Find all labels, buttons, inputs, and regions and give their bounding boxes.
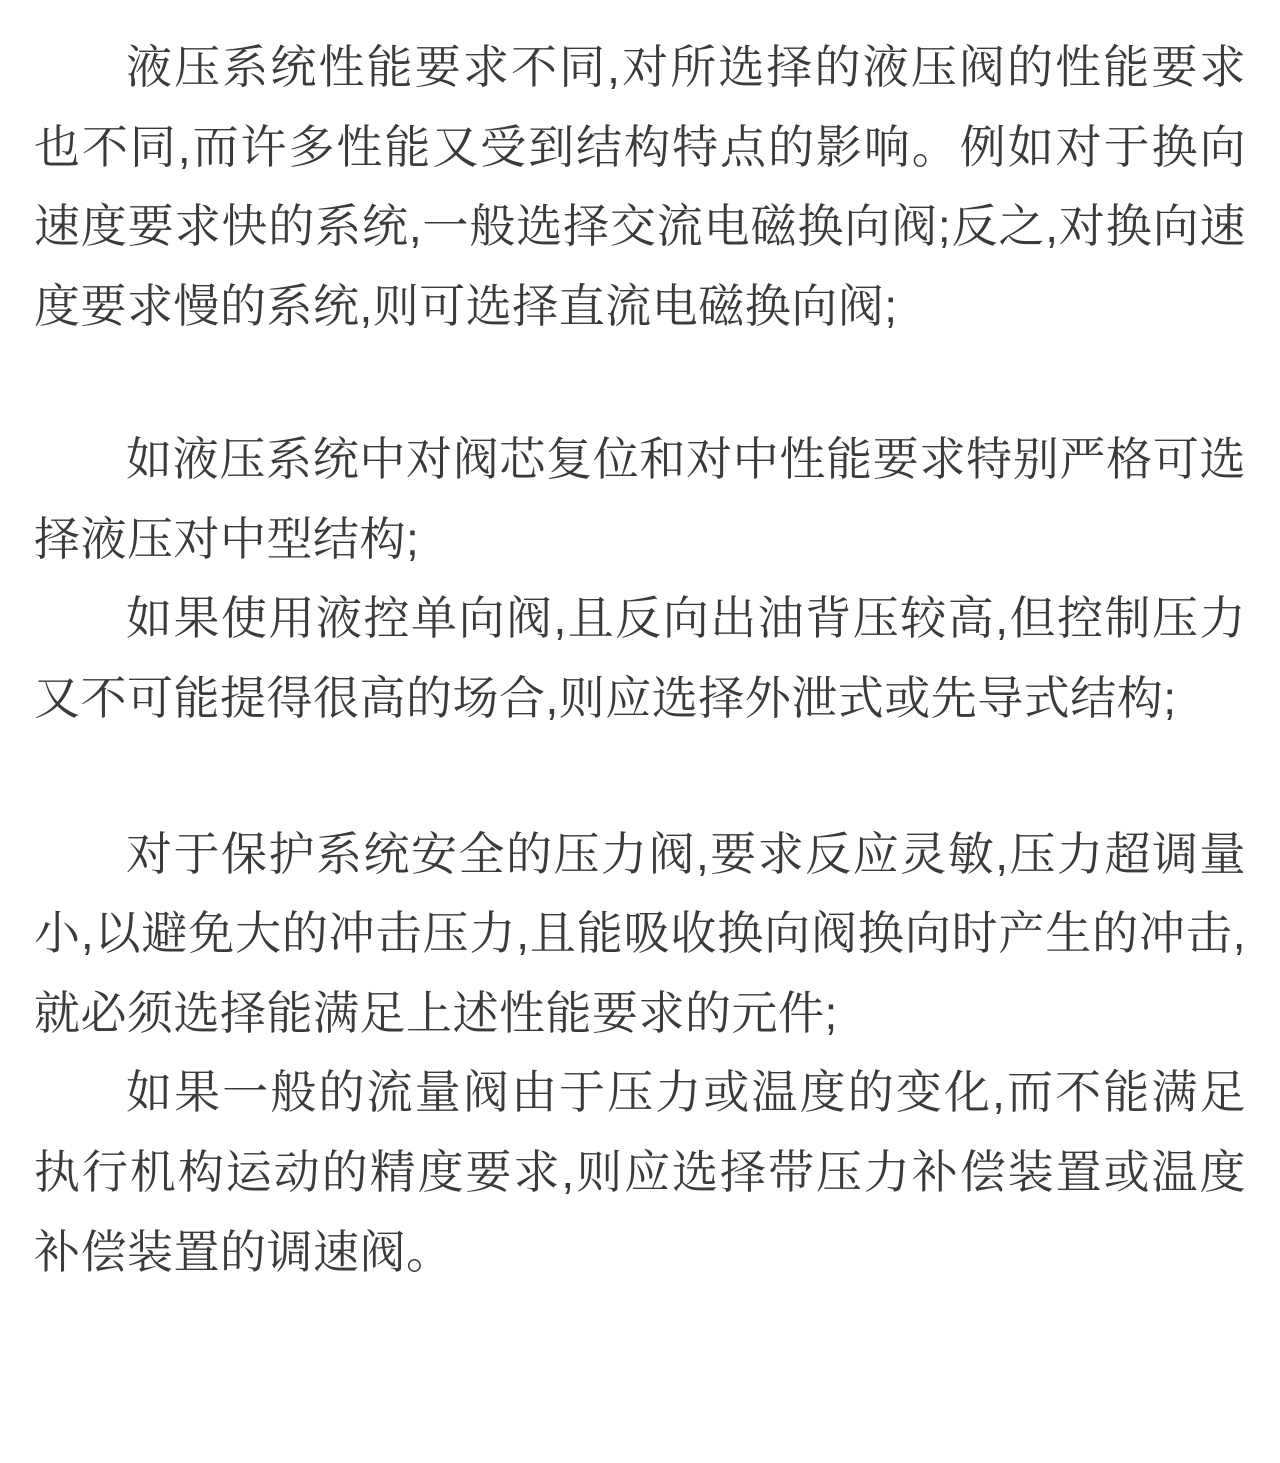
paragraph-spacer [34,739,1246,815]
paragraph-5: 如果一般的流量阀由于压力或温度的变化,而不能满足执行机构运动的精度要求,则应选择带压力补偿装置或温度补偿装置的调速阀。 [34,1066,1246,1278]
paragraph-4: 对于保护系统安全的压力阀,要求反应灵敏,压力超调量小,以避免大的冲击压力,且能吸收换向阀换向时产生的冲击,就必须选择能满足上述性能要求的元件; [34,827,1246,1039]
paragraph-1: 液压系统性能要求不同,对所选择的液压阀的性能要求也不同,而许多性能又受到结构特点的影响。例如对于换向速度要求快的系统,一般选择交流电磁换向阀;反之,对换向速度要求慢的系统,则可选择直流电磁换向阀; [34,41,1246,332]
paragraph-3: 如果使用液控单向阀,且反向出油背压较高,但控制压力又不可能提得很高的场合,则应选择外泄式或先导式结构; [34,592,1246,725]
paragraph-2: 如液压系统中对阀芯复位和对中性能要求特别严格可选择液压对中型结构; [34,433,1246,565]
document-body [34,28,1246,1292]
paragraph-spacer [34,346,1246,420]
